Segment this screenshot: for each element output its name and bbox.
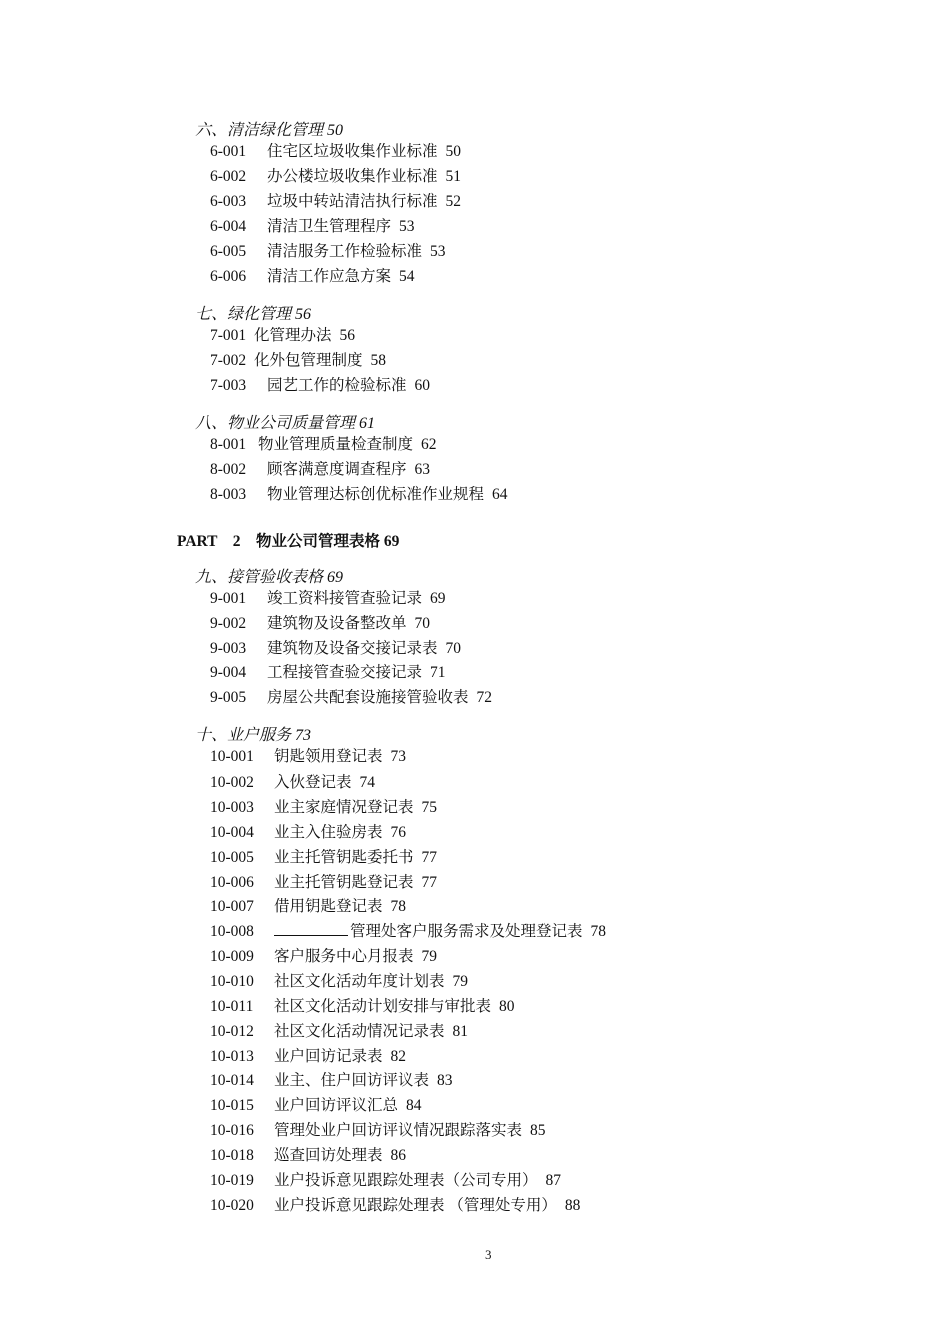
entry-page: 79 [421,948,438,965]
entry-page: 78 [390,898,407,915]
entry-page: 58 [370,352,387,369]
toc-entry[interactable] [210,1170,561,1192]
toc-entry[interactable] [210,896,406,918]
entry-page: 70 [414,615,431,632]
entry-code: 7-003 [210,377,247,394]
entry-code: 10-015 [210,1097,254,1114]
entry-code: 9-005 [210,689,247,706]
entry-page: 50 [445,143,462,160]
entry-page: 75 [421,799,438,816]
entry-title: 巡查回访处理表 [274,1147,383,1164]
entry-code: 10-007 [210,898,254,915]
entry-code: 6-005 [210,243,247,260]
toc-entry[interactable] [210,141,461,163]
toc-entry[interactable] [210,191,461,213]
entry-code: 10-014 [210,1072,254,1089]
entry-code: 10-009 [210,948,254,965]
toc-entry[interactable] [210,1021,468,1043]
entry-code: 8-002 [210,461,247,478]
entry-page: 76 [390,824,407,841]
section-heading-10: 十、业户服务 73 [195,727,312,744]
toc-entry[interactable] [210,946,437,968]
toc-entry[interactable] [210,638,461,660]
section-heading-9: 九、接管验收表格 69 [195,569,344,586]
entry-code: 6-002 [210,168,247,185]
toc-entry[interactable] [210,241,446,263]
section-heading-6: 六、清洁绿化管理 50 [195,122,344,139]
entry-page: 64 [492,486,508,503]
entry-page: 87 [545,1172,562,1189]
entry-title: 化外包管理制度 [254,352,363,369]
entry-page: 53 [430,243,446,260]
entry-code: 6-006 [210,268,247,285]
entry-code: 10-006 [210,874,254,891]
entry-code: 8-003 [210,486,247,503]
entry-code: 7-002 [210,352,247,369]
toc-entry[interactable] [210,1095,422,1117]
entry-title: 业主、住户回访评议表 [274,1072,430,1089]
entry-page: 56 [339,327,356,344]
entry-page: 74 [359,774,376,791]
entry-code: 9-003 [210,640,247,657]
entry-title: 社区文化活动计划安排与审批表 [274,998,492,1015]
entry-title: 顾客满意度调查程序 [267,461,407,478]
blank-underline [274,921,348,936]
entry-code: 8-001 [210,436,247,453]
entry-page: 80 [499,998,515,1015]
entry-title: 客户服务中心月报表 [274,948,414,965]
entry-page: 51 [445,168,462,185]
entry-page: 62 [421,436,437,453]
toc-entry[interactable] [210,746,406,768]
toc-entry[interactable] [210,921,606,943]
entry-code: 10-008 [210,923,254,940]
entry-page: 77 [421,874,438,891]
entry-title: 社区文化活动年度计划表 [274,973,445,990]
entry-title: 建筑物及设备整改单 [267,615,407,632]
entry-code: 10-001 [210,748,254,765]
toc-entry[interactable] [210,350,386,372]
entry-title: 借用钥匙登记表 [274,898,383,915]
entry-title: 办公楼垃圾收集作业标准 [267,168,438,185]
entry-page: 72 [476,689,493,706]
entry-page: 85 [530,1122,546,1139]
entry-code: 10-020 [210,1197,254,1214]
toc-entry[interactable] [210,687,492,709]
part-heading: PART 2 物业公司管理表格 69 [177,533,400,550]
entry-code: 9-002 [210,615,247,632]
entry-title: 钥匙领用登记表 [274,748,383,765]
entry-title: 社区文化活动情况记录表 [274,1023,445,1040]
entry-page: 84 [406,1097,422,1114]
entry-title: 业户投诉意见跟踪处理表（公司专用） [274,1172,538,1189]
entry-code: 10-016 [210,1122,254,1139]
entry-code: 7-001 [210,327,247,344]
entry-title: 清洁服务工作检验标准 [267,243,423,260]
entry-page: 69 [430,590,446,607]
toc-entry[interactable] [210,1070,453,1092]
entry-page: 88 [564,1197,581,1214]
entry-title: 管理处客户服务需求及处理登记表 [350,923,583,940]
entry-title: 竣工资料接管查验记录 [267,590,423,607]
entry-title: 工程接管查验交接记录 [267,664,423,681]
entry-code: 6-003 [210,193,247,210]
toc-entry[interactable] [210,216,415,238]
entry-page: 83 [437,1072,453,1089]
toc-entry[interactable] [210,1195,580,1217]
entry-code: 10-002 [210,774,254,791]
toc-entry[interactable] [210,588,446,610]
entry-title: 业主托管钥匙委托书 [274,849,414,866]
entry-title: 入伙登记表 [274,774,352,791]
entry-code: 6-004 [210,218,247,235]
entry-title: 物业管理达标创优标准作业规程 [267,486,485,503]
entry-title: 管理处业户回访评议情况跟踪落实表 [274,1122,523,1139]
entry-page: 53 [399,218,415,235]
entry-page: 77 [421,849,438,866]
entry-title: 房屋公共配套设施接管验收表 [267,689,469,706]
toc-entry[interactable] [210,1145,406,1167]
toc-entry[interactable] [210,325,355,347]
entry-page: 63 [414,461,431,478]
entry-code: 10-010 [210,973,254,990]
toc-entry[interactable] [210,434,437,456]
entry-title: 清洁卫生管理程序 [267,218,392,235]
toc-entry[interactable] [210,375,430,397]
entry-code: 10-012 [210,1023,254,1040]
toc-entry[interactable] [210,996,515,1018]
entry-code: 10-005 [210,849,254,866]
entry-title: 清洁工作应急方案 [267,268,392,285]
entry-page: 70 [445,640,462,657]
entry-code: 10-018 [210,1147,254,1164]
entry-title: 建筑物及设备交接记录表 [267,640,438,657]
toc-entry[interactable] [210,166,461,188]
toc-entry[interactable] [210,971,468,993]
entry-code: 10-011 [210,998,254,1015]
entry-page: 52 [445,193,462,210]
toc-entry[interactable] [210,1120,546,1142]
entry-code: 10-013 [210,1048,254,1065]
entry-code: 6-001 [210,143,247,160]
entry-code: 10-003 [210,799,254,816]
section-heading-7: 七、绿化管理 56 [195,306,312,323]
entry-title: 住宅区垃圾收集作业标准 [267,143,438,160]
entry-title: 垃圾中转站清洁执行标准 [267,193,438,210]
entry-page: 82 [390,1048,407,1065]
toc-entry[interactable] [210,484,508,506]
toc-entry[interactable] [210,266,415,288]
entry-page: 54 [399,268,415,285]
entry-page: 71 [430,664,446,681]
entry-title: 业主家庭情况登记表 [274,799,414,816]
entry-code: 9-001 [210,590,247,607]
toc-entry[interactable] [210,847,437,869]
toc-entry[interactable] [210,797,437,819]
entry-page: 73 [390,748,407,765]
toc-entry[interactable] [210,613,430,635]
entry-code: 9-004 [210,664,247,681]
toc-entry[interactable] [210,459,430,481]
toc-entry[interactable] [210,772,375,794]
entry-code: 10-004 [210,824,254,841]
entry-title: 业主托管钥匙登记表 [274,874,414,891]
entry-page: 86 [390,1147,407,1164]
entry-title: 业户回访记录表 [274,1048,383,1065]
entry-code: 10-019 [210,1172,254,1189]
toc-entry[interactable] [210,872,437,894]
section-heading-8: 八、物业公司质量管理 61 [195,415,376,432]
entry-page: 81 [452,1023,469,1040]
toc-entry[interactable] [210,662,446,684]
entry-page: 60 [414,377,431,394]
entry-page: 78 [590,923,607,940]
toc-entry[interactable] [210,822,406,844]
entry-title: 业户投诉意见跟踪处理表 （管理处专用） [274,1197,557,1214]
toc-entry[interactable] [210,1046,406,1068]
entry-title: 业主入住验房表 [274,824,383,841]
entry-title: 业户回访评议汇总 [274,1097,399,1114]
entry-title: 物业管理质量检查制度 [258,436,414,453]
entry-title: 化管理办法 [254,327,332,344]
entry-page: 79 [452,973,469,990]
entry-title: 园艺工作的检验标准 [267,377,407,394]
page-number: 3 [485,1247,492,1262]
